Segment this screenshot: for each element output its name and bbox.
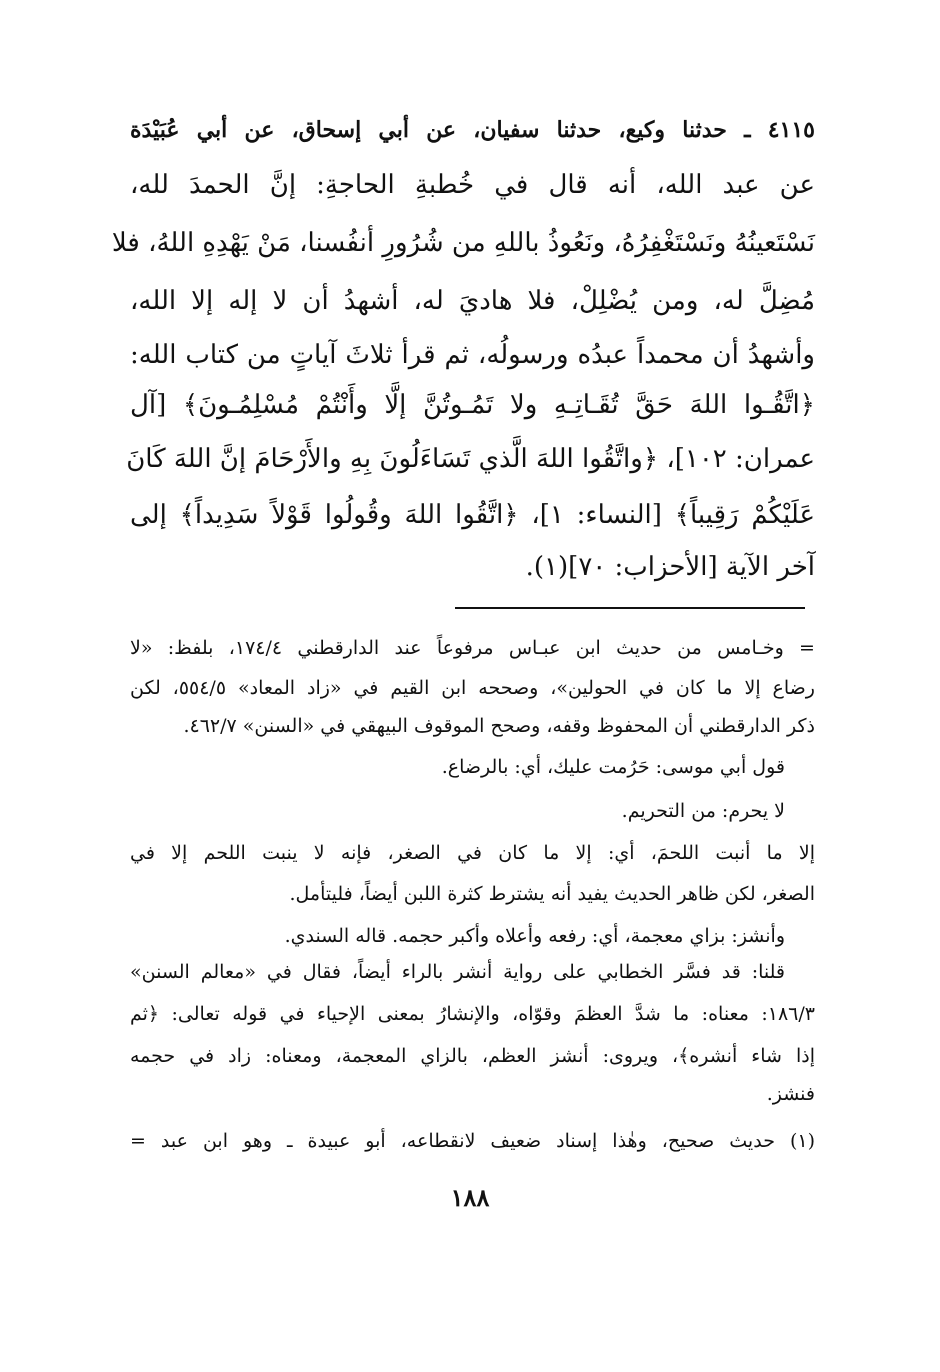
footnote-line: فنشز. [766, 1083, 815, 1105]
footnote-line: ١٨٦/٣: معناه: ما شدَّ العظمَ وقوّاه، والإنشارُ بمعنى الإحياء في قوله تعالى: ﴿ثم [130, 1003, 815, 1025]
main-text-line: نَسْتَعينُهُ ونَسْتَغْفِرُهُ، ونَعُوذُ باللهِ من شُرُورِ أنفُسنا، مَنْ يَهْدِهِ اللهُ، فلا [111, 228, 815, 258]
main-text-line: عمران: ١٠٢]، ﴿واتَّقُوا اللهَ الَّذي تَسَاءَلُونَ بِهِ والأَرْحَامَ إنَّ اللهَ كَانَ [126, 444, 815, 474]
footnote-line: إلا ما أنبت اللحمَ، أي: إلا ما كان في الصغر، فإنه لا ينبت اللحم إلا في [130, 842, 815, 864]
footnote-line: = وخـامس من حديث ابن عبـاس مرفوعاً عند الدارقطني ١٧٤/٤، بلفظ: «لا [130, 637, 815, 659]
page-number: ١٨٨ [450, 1183, 490, 1212]
main-text-line: ﴿اتَّقُـوا اللهَ حَقَّ تُقَـاتِـهِ ولا تَمُـوتُنَّ إلَّا وأَنْتُمْ مُسْلِمُـونَ﴾ [آل [130, 390, 815, 420]
footnote-line: قول أبي موسى: حَرُمت عليك، أي: بالرضاع. [441, 756, 785, 778]
footnote-note-one: (١) حديث صحيح، وهٰذا إسناد ضعيف لانقطاعه، أبو عبيدة ـ وهو ابن عبد = [130, 1130, 815, 1152]
footnote-line: قلنا: قد فسَّر الخطابي على رواية أنشر بالراء أيضاً، فقال في «معالم السنن» [130, 961, 785, 983]
footnote-line: رضاع إلا ما كان في الحولين»، وصححه ابن القيم في «زاد المعاد» ٥٥٤/٥، لكن [130, 677, 815, 699]
footnote-separator [455, 607, 805, 609]
hadith-heading: ٤١١٥ ـ حدثنا وكيع، حدثنا سفيان، عن أبي إسحاق، عن أبي عُبَيْدَة [130, 117, 815, 143]
main-text-line: آخر الآية [الأحزاب: ٧٠](١). [525, 552, 815, 582]
main-text-line: عن عبد الله، أنه قال في خُطبةِ الحاجةِ: إنَّ الحمدَ لله، [130, 170, 815, 200]
footnote-line: الصغر، لكن ظاهر الحديث يفيد أنه يشترط كثرة اللبن أيضاً، فليتأمل. [289, 883, 815, 905]
footnote-line: إذا شاء أنشره﴾، ويروى: أنشز العظم، بالزاي المعجمة، ومعناه: زاد في حجمه [130, 1045, 815, 1067]
main-text-line: مُضِلَّ له، ومن يُضْلِلْ، فلا هاديَ له، أشهدُ أن لا إله إلا الله، [130, 286, 815, 316]
main-text-line: عَلَيْكُمْ رَقِيباً﴾ [النساء: ١]، ﴿اتَّقُوا اللهَ وقُولُوا قَوْلاً سَدِيداً﴾ إلى [130, 500, 815, 530]
footnote-line: وأنشز: بزاي معجمة، أي: رفعه وأعلاه وأكبر حجمه. قاله السندي. [284, 925, 785, 947]
footnote-line: لا يحرم: من التحريم. [621, 800, 785, 822]
footnote-line: ذكر الدارقطني أن المحفوظ وقفه، وصحح الموقوف البيهقي في «السنن» ٤٦٢/٧. [183, 715, 815, 737]
main-text-line: وأشهدُ أن محمداً عبدُه ورسولُه، ثم قرأ ثلاثَ آياتٍ من كتاب الله: [130, 340, 815, 370]
